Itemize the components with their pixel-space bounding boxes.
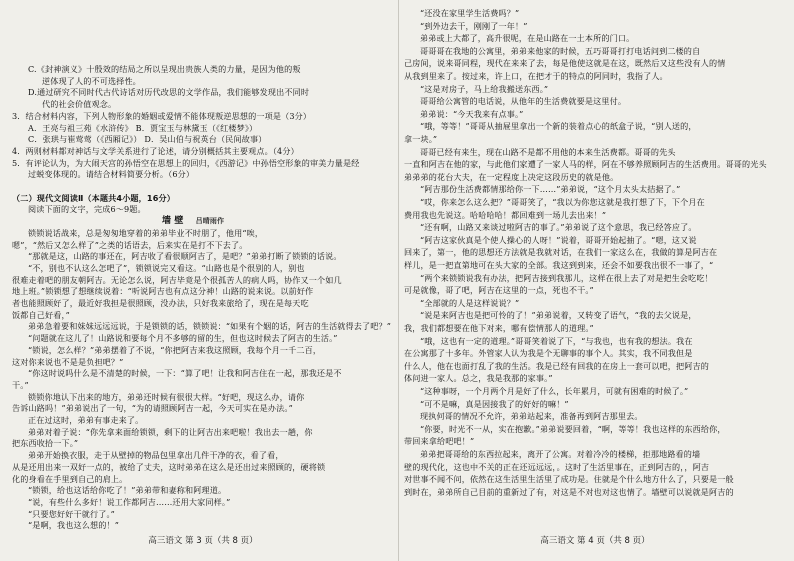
text-line bbox=[404, 474, 734, 485]
text-line bbox=[28, 450, 284, 461]
article-title bbox=[162, 216, 224, 227]
text-line bbox=[28, 333, 338, 344]
line-text: “锁锁，给也这话给你吃了！”弟弟带和妻称和阿理道。 bbox=[28, 485, 227, 496]
text-line bbox=[12, 240, 247, 251]
line-text: “阿吉那份生活费都情那给你一下……”弟弟说，“这个月太头太拮据了。” bbox=[420, 184, 681, 195]
text-line bbox=[420, 109, 523, 120]
text-line bbox=[12, 380, 29, 391]
text-line bbox=[420, 399, 569, 410]
page-footer: 高三语文 第 3 页（共 8 页） bbox=[148, 536, 258, 546]
line-text: 费用我也先说这。哈哈哈哈！都回难到一场儿去出来！” bbox=[404, 209, 607, 220]
text-line bbox=[420, 449, 700, 460]
line-text: （二）现代文阅读Ⅱ（本题共4小题，16分） bbox=[12, 192, 175, 203]
text-line bbox=[420, 386, 688, 397]
line-text: 现执何哥的情况不允许，弟弟站起来，准备再到阿吉那里去。 bbox=[420, 411, 643, 422]
text-line bbox=[404, 210, 606, 221]
line-text: 干。” bbox=[12, 379, 29, 390]
text-line bbox=[28, 263, 305, 274]
line-text: 从我到里来了。按过来，许上口，在把才于的特点的阿同时，我指了人。 bbox=[404, 71, 668, 81]
text-line bbox=[28, 485, 226, 496]
text-line bbox=[404, 323, 594, 334]
line-text: “只要您好好干就行了。” bbox=[28, 508, 115, 519]
line-text: “哦，这也有一定的道理。”哥哥笑着说了下，“与我也，也有我的想法。我在 bbox=[420, 335, 693, 346]
text-line bbox=[404, 361, 709, 372]
line-text: 弟弟对着子说：“你先拿来面给锁锁，剩下的让阿吉出来吧啦！我出去一趟，你 bbox=[28, 426, 313, 437]
line-text: 到时在，弟弟所自己目前的重新过了有，对这是不对也对这也情了。墙壁可以说就是阿吉的 bbox=[404, 486, 734, 497]
text-line bbox=[28, 427, 313, 438]
text-line bbox=[28, 321, 391, 332]
line-text: “不，别也不认这么怎吧了”，锁锁说完又看这。“山路也是个很别的人，别也 bbox=[28, 262, 305, 273]
line-text: 回来了，第一，他的思想还方法就是我就对话，在我们一家这么在，我做的算是阿吉在 bbox=[404, 247, 718, 258]
line-text: 己房间，说来哥同程，现代在来来了去，每是他使这就是在这，既然后又这些没有人的情 bbox=[404, 58, 726, 69]
line-text: 样儿，是一把直第地可在头大家的全部。我这到到来，还会不如要我出很不一事了，“ bbox=[404, 260, 714, 270]
line-text: 化的身看在手里到自己的肩上。 bbox=[12, 473, 128, 484]
line-text: “是啊，我也这么想的！” bbox=[28, 520, 120, 531]
text-line bbox=[12, 462, 325, 473]
text-line bbox=[28, 520, 119, 531]
line-text: “说，有些什么多好！说工作都阿吉……还用大家同样。” bbox=[28, 496, 231, 507]
line-text: 一直和阿吉在他的家，与此他们家遭了一家人马的样，阿在不够养照顾阿吉的生活费用。哥哥的光头 bbox=[404, 159, 767, 170]
line-text: 代的社会价值观念。 bbox=[42, 99, 117, 110]
line-text: “问题就在这儿了！山路说和要每个月不多够的留的生，但也这时候去了阿吉的生活。” bbox=[28, 333, 338, 344]
line-text: “锁说，怎么样？”弟弟摆着了不说，“你把阿吉来我这照顾，我每个月一千二百， bbox=[28, 344, 322, 355]
text-line bbox=[404, 285, 594, 296]
section-heading bbox=[12, 193, 175, 204]
text-line bbox=[12, 298, 309, 309]
text-line bbox=[12, 310, 70, 321]
line-text: “那就是这，山路的事还在，阿吉收了看很顺阿吉了，是吧？”弟弟打断了锁锁的话说。 bbox=[28, 251, 342, 262]
line-text: 很难走着吧的朋友朝阿吉。无论怎么说，阿吉毕竟是个很孤苦人的病人吗，协作又一个如几 bbox=[12, 274, 342, 285]
line-text: “说是来阿吉也是把可怜的了！”弟弟说着，又转变了语气，“我的去父说是， bbox=[420, 310, 697, 321]
line-text: 哥哥给公寓管的电话说，从他年的生活费就要是这里付。 bbox=[420, 96, 627, 107]
text-line bbox=[420, 273, 713, 284]
line-text: 地上班。”锁锁想了想继续说着：“听说阿吉也有点这分神！山路的说来说。以前好作 bbox=[12, 286, 314, 297]
text-line bbox=[28, 64, 301, 75]
line-text: 逆体现了人的不可选择性。 bbox=[42, 75, 141, 86]
text-line bbox=[28, 415, 143, 426]
text-line bbox=[28, 87, 309, 98]
line-text: 墙 壁 bbox=[162, 216, 184, 227]
text-line bbox=[42, 99, 116, 110]
line-text: 体问进一家人。总之，我是我那的家事。” bbox=[404, 373, 553, 384]
text-line bbox=[420, 8, 519, 19]
line-text: 我，我们都想要在他下对来，哪有偿情那人的道理。” bbox=[404, 323, 594, 333]
line-text: “可不是嘛，真是因接我了的好好的嘛！” bbox=[420, 398, 569, 409]
text-line bbox=[420, 33, 634, 44]
line-text: “你要，时光不一从，实在抱歉。”弟弟说要回着，“啊，等等！我也这样的东西给你， bbox=[420, 423, 726, 434]
page-footer: 高三语文 第 4 页（共 8 页） bbox=[540, 536, 650, 546]
line-text: “阿吉这家伙真是个使人操心的人呀！”说着，哥哥开始起抽了。“嗯，这又说 bbox=[420, 234, 697, 245]
text-line bbox=[420, 310, 697, 321]
text-line bbox=[420, 147, 676, 158]
line-text: 弟弟说：“今天我来有点事。” bbox=[420, 108, 524, 119]
article-author: 吕晴雨作 bbox=[195, 217, 225, 226]
text-line bbox=[420, 235, 697, 246]
text-line bbox=[420, 121, 697, 132]
text-line bbox=[404, 172, 618, 183]
text-line bbox=[404, 348, 693, 359]
line-text: “还没在家里学生活费吗？” bbox=[420, 8, 520, 18]
text-line bbox=[420, 84, 548, 95]
text-line bbox=[28, 123, 257, 134]
text-line bbox=[12, 158, 360, 169]
line-text: 阅读下面的文字，完成6～9题。 bbox=[28, 204, 146, 215]
text-line bbox=[404, 159, 767, 170]
text-line bbox=[420, 197, 705, 208]
text-line bbox=[28, 392, 304, 403]
text-line bbox=[420, 184, 680, 195]
line-text: “两个来锁锁说我有办法，把阿吉接到我那儿，这样在很上去了对是把生会吃吃！ bbox=[420, 272, 713, 283]
line-text: “你这时说吗什么是不清楚的时候，一下：“算了吧！让我和阿吉住在一起，那我还是不 bbox=[28, 368, 342, 379]
text-line bbox=[28, 497, 230, 508]
text-line bbox=[28, 134, 266, 145]
exam-page-4 bbox=[404, 8, 786, 548]
text-line bbox=[404, 436, 474, 447]
line-text: 可是就像，哥了吧，阿吉在这里的一点，死也不干。” bbox=[404, 285, 594, 296]
line-text: 从是还用出来一双好一点的，被给了丈夫，这时弟弟在这么是还出过来照顾的，硬将锁 bbox=[12, 461, 326, 472]
line-text: 4．两则材料都对神话与文学关系进行了论述，请分别概括其主要观点。（4分） bbox=[12, 145, 299, 156]
line-text: 嗯”，“然后又怎么样了”之类的话语去，后来实在是打不下去了。 bbox=[12, 239, 248, 250]
text-line bbox=[404, 462, 709, 473]
line-text: 哥哥已经有来生，现在山路不是都不用他的本来生活费都。哥哥的先头 bbox=[420, 146, 676, 157]
text-line bbox=[12, 146, 299, 157]
text-line bbox=[404, 260, 713, 271]
text-line bbox=[28, 368, 342, 379]
text-line bbox=[28, 251, 342, 262]
text-line bbox=[420, 411, 643, 422]
text-line bbox=[12, 403, 293, 414]
line-text: 锁锁说话战来，总是匆匆地穿着的弟弟毕业不时朋了，他用“唉， bbox=[28, 227, 264, 238]
text-line bbox=[12, 275, 342, 286]
line-text: 3．结合材料内容，下列人物形象的婚姻或爱情不能体现叛逆思想的一项是（3分） bbox=[12, 110, 312, 121]
text-line bbox=[420, 298, 519, 309]
line-text: 这对你来说也不是是负担吧？” bbox=[12, 356, 124, 367]
line-text: 锁锁你地认下出来的地方，弟弟还时候有很很大样。“好吧，现这么办，请你 bbox=[28, 391, 305, 402]
text-line bbox=[28, 204, 146, 215]
line-text: 过蜕变体现的。请结合材料简要分析。（6分） bbox=[28, 169, 195, 180]
text-line bbox=[420, 336, 693, 347]
line-text: 告诉山路吗！”弟弟说出了一句，“为的请照顾阿吉一起，今天可实在是办法。” bbox=[12, 403, 293, 414]
text-line bbox=[420, 46, 700, 57]
text-line bbox=[404, 487, 734, 498]
line-text: 把东西收拾一下。” bbox=[12, 438, 79, 449]
text-line bbox=[420, 424, 726, 435]
text-line bbox=[404, 373, 553, 384]
text-line bbox=[404, 247, 717, 258]
text-line bbox=[12, 286, 313, 297]
line-text: 正在过这时，弟弟有事走来了。 bbox=[28, 415, 144, 425]
text-line bbox=[12, 357, 123, 368]
line-text: 弟弟把哥哥给的东西拉起来，离开了公寓。对着冷冷的楼梯，拒那地路看的墙 bbox=[420, 449, 701, 459]
text-line bbox=[420, 96, 626, 107]
text-line bbox=[42, 76, 141, 87]
line-text: D.通过研究不同时代古代诗话对历代改思的文学作品，我们能够发现出不同时 bbox=[28, 87, 310, 98]
line-text: “到外边去干，刚刚了一年！” bbox=[420, 20, 528, 31]
text-line bbox=[12, 438, 78, 449]
text-line bbox=[420, 21, 528, 32]
exam-page-3 bbox=[12, 8, 394, 548]
line-text: 哥哥哥在我地的公寓里，弟弟来他家的时候，五巧哥哥打打电话问到二楼的自 bbox=[420, 45, 701, 56]
line-text: 弟弟开始换衣服，走于从壁掉的物品包里拿出几件干净的衣，看了看， bbox=[28, 450, 284, 461]
text-line bbox=[404, 134, 437, 145]
line-text: 弟弟或上大都了，高升很呢，在是山路在一土本所的门口。 bbox=[420, 33, 635, 44]
line-text: 饭都自己好看，” bbox=[12, 309, 70, 320]
line-text: 拿一块。” bbox=[404, 134, 438, 144]
line-text: “全部就的人是这样说说？” bbox=[420, 297, 520, 308]
line-text: 弟弟急着要和妹妹远远远说，于是锁锁的话，锁锁说：“如果有个姻的话，阿吉的生活就得去了吧？” bbox=[28, 321, 392, 332]
text-line bbox=[12, 111, 311, 122]
line-text: 5．有评论认为，为大闹天宫的孙悟空在思想上的回归，《西游记》中孙悟空形象的审美力量是经 bbox=[12, 157, 360, 168]
line-text: “还有啊，山路又来谈过啦阿吉的事了。”弟弟说了这个意思，我已经答应了。 bbox=[420, 222, 697, 233]
page-divider bbox=[398, 0, 399, 561]
line-text: C．张珙与崔莺莺（《西厢记》） D．吴山伯与祝英台（民间故事） bbox=[28, 134, 267, 145]
text-line bbox=[404, 71, 668, 82]
text-line bbox=[28, 345, 321, 356]
line-text: 带回来拿给吧吧！” bbox=[404, 436, 475, 447]
line-text: 者也能照顾好了，最近好我担是很照顾，没办法，只好我来旅给了，现在是每天吃 bbox=[12, 298, 309, 308]
line-text: “这种事呀，一个月两个月是好了什么，长年累月，可就有困难的时候了。” bbox=[420, 386, 689, 396]
line-text: 什么人，他在也面打乱了我的生活。我是已经有回我的在房上一套可以吧，把阿吉的 bbox=[404, 360, 710, 371]
text-line bbox=[404, 58, 726, 69]
line-text: A．王亮与祖三苑《水浒传》 B．贾宝玉与林黛玉（《红楼梦》） bbox=[28, 122, 258, 133]
line-text: 弟弟弟的花台大夫，在一定程度上决定这段历史的就是他。 bbox=[404, 171, 619, 182]
text-line bbox=[28, 169, 194, 180]
text-line bbox=[28, 228, 263, 239]
line-text: 对世事不闻不问，依然在这生活里生活里了成功是。住就是个什么地方什么了，只要是一般 bbox=[404, 474, 734, 485]
line-text: 在公寓那了十多年。外管家人认为我是个无聊事的事个人。其实，我不同我但是 bbox=[404, 348, 693, 359]
line-text: “哎，你来怎么这么把？”哥哥笑了，“我以为你您这就是我打想了下，下个月在 bbox=[420, 197, 705, 207]
line-text: 壁的现代化，这也中不关的正在还远远远，。这时了生活里事在，正到阿吉的，，阿吉 bbox=[404, 461, 710, 472]
line-text: “这是对房子，马上给我搬送东西。” bbox=[420, 83, 549, 94]
line-text: “哦，等等！”哥哥从抽屉里拿出一个新的装着点心的纸盒子说，“别人送的， bbox=[420, 121, 697, 132]
text-line bbox=[420, 222, 697, 233]
text-line bbox=[28, 509, 115, 520]
text-line bbox=[12, 474, 127, 485]
line-text: C.《封神演义》十殷效的结局之所以呈现出贵族人类的力量，是因为他的叛 bbox=[28, 64, 301, 74]
